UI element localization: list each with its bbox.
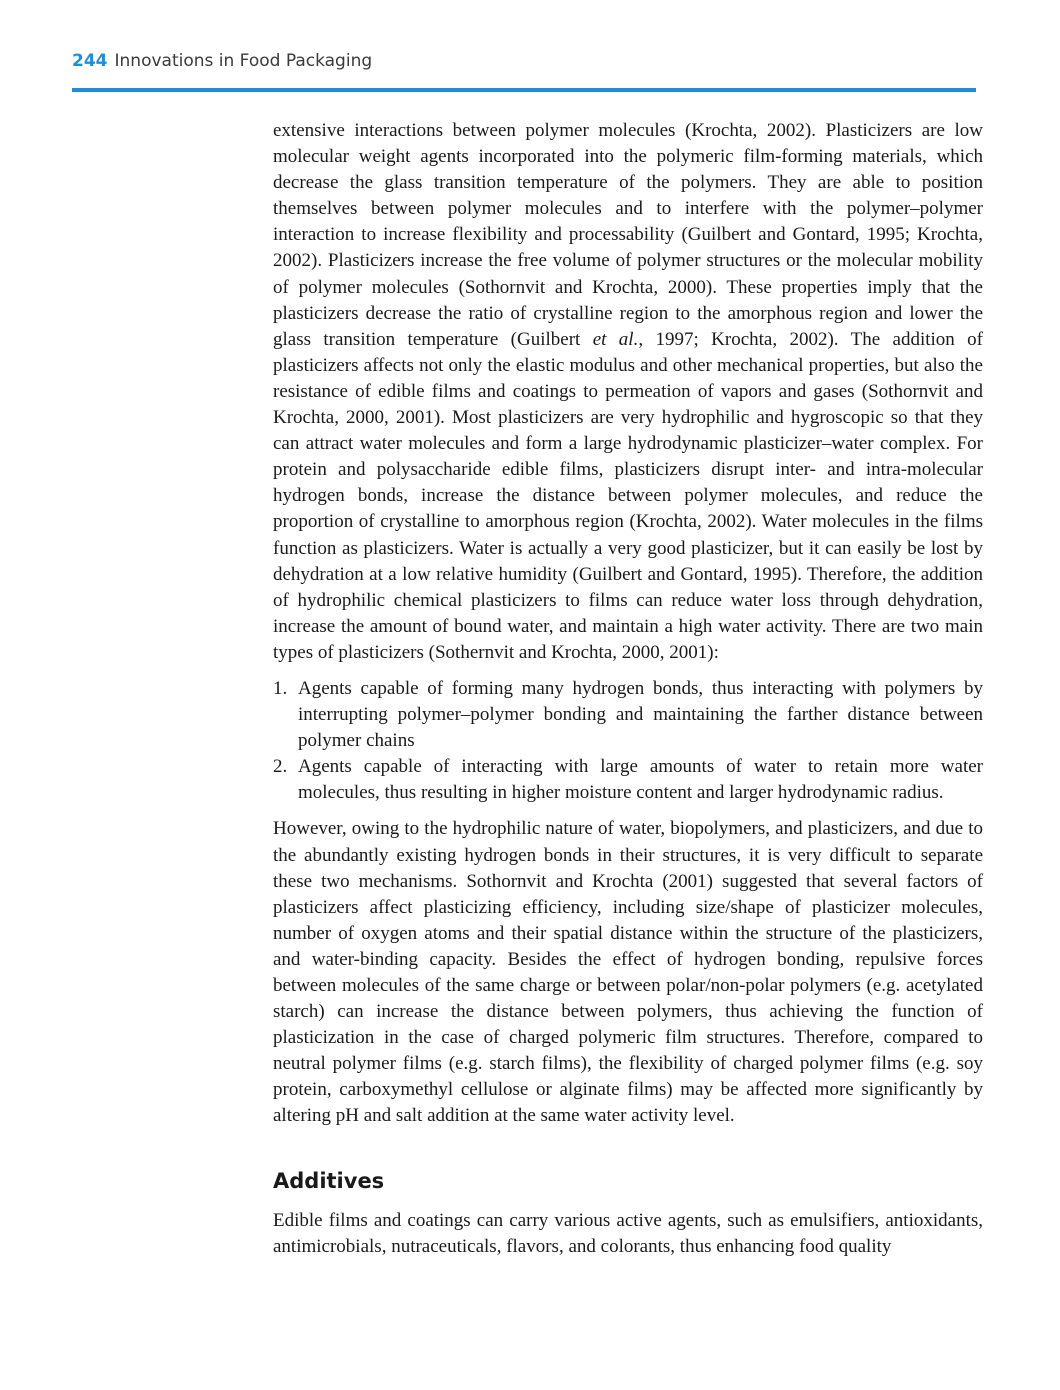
paragraph-plasticizers [273,118,983,666]
plasticizer-types-list [273,676,983,806]
paragraph-1-italic: et al. [592,328,639,350]
paragraph-1-part-b: , 1997; Krochta, 2002). The addition of plasticizers affects not only the elastic modulus and other mechanical properties, but also the resistance of edible films and coatings to permeation of vapors and gases (Sothornvit and Krochta, 2000, 2001). Most plasticizers are very hydrophilic and hygroscopic so that they can attract water molecules and form a large hydrodynamic plasticizer–water complex. For protein and polysaccharide edible films, plasticizers disrupt inter- and intra-molecular hydrogen bonds, increase the distance between polymer molecules, and reduce the proportion of crystalline to amorphous region (Krochta, 2002). Water molecules in the films function as plasticizers. Water is actually a very good plasticizer, but it can easily be lost by dehydration at a low relative humidity (Guilbert and Gontard, 1995). Therefore, the addition of hydrophilic chemical plasticizers to films can reduce water loss through dehydration, increase the amount of bound water, and maintain a high water activity. There are two main types of plasticizers (Sothernvit and Krochta, 2000, 2001): [273,328,984,663]
list-item-text: Agents capable of forming many hydrogen bonds, thus interacting with polymers by interrupting polymer–polymer bonding and maintaining the farther distance between polymer chains [298,677,983,752]
running-header [72,48,372,74]
header-rule [72,88,976,92]
paragraph-additives: Edible films and coatings can carry various active agents, such as emulsifiers, antioxidants, antimicrobials, nutraceuticals, flavors, and colorants, thus enhancing food quality [273,1209,983,1257]
running-title: Innovations in Food Packaging [114,51,373,71]
list-item [273,754,983,806]
section-heading-additives: Additives [273,1168,385,1193]
paragraph-mechanisms: However, owing to the hydrophilic nature of water, biopolymers, and plasticizers, and due to the abundantly existing hydrogen bonds in their structures, it is very difficult to separate these two mechanisms. Sothornvit and Krochta (2001) suggested that several factors of plasticizers affect plasticizing efficiency, including size/shape of plasticizer molecules, number of oxygen atoms and their spatial distance within the structure of the plasticizers, and water-binding capacity. Besides the effect of hydrogen bonding, repulsive forces between molecules of the same charge or between polar/non-polar polymers (e.g. acetylated starch) can increase the distance between polymers, thus achieving the function of plasticization in the case of charged polymeric film structures. Therefore, compared to neutral polymer films (e.g. starch films), the flexibility of charged polymer films (e.g. soy protein, carboxymethyl cellulose or alginate films) may be affected more significantly by altering pH and salt addition at the same water activity level. [273,818,983,1127]
list-item [273,676,983,754]
list-item-number: 1. [273,677,288,699]
list-item-number: 2. [273,756,288,778]
body-text [273,118,983,1260]
list-item-text: Agents capable of interacting with large amounts of water to retain more water molecules, thus resulting in higher moisture content and larger hydrodynamic radius. [298,756,983,804]
paragraph-1-part-a: extensive interactions between polymer molecules (Krochta, 2002). Plasticizers are low molecular weight agents incorporated into the polymeric film-forming materials, which decrease the glass transition temperature of the polymers. They are able to position themselves between polymer molecules and to interfere with the polymer–polymer interaction to increase flexibility and processability (Guilbert and Gontard, 1995; Krochta, 2002). Plasticizers increase the free volume of polymer structures or the molecular mobility of polymer molecules (Sothornvit and Krochta, 2000). These properties imply that the plasticizers decrease the ratio of crystalline region to the amorphous region and lower the glass transition temperature (Guilbert [273,120,983,350]
page-number: 244 [72,51,108,71]
